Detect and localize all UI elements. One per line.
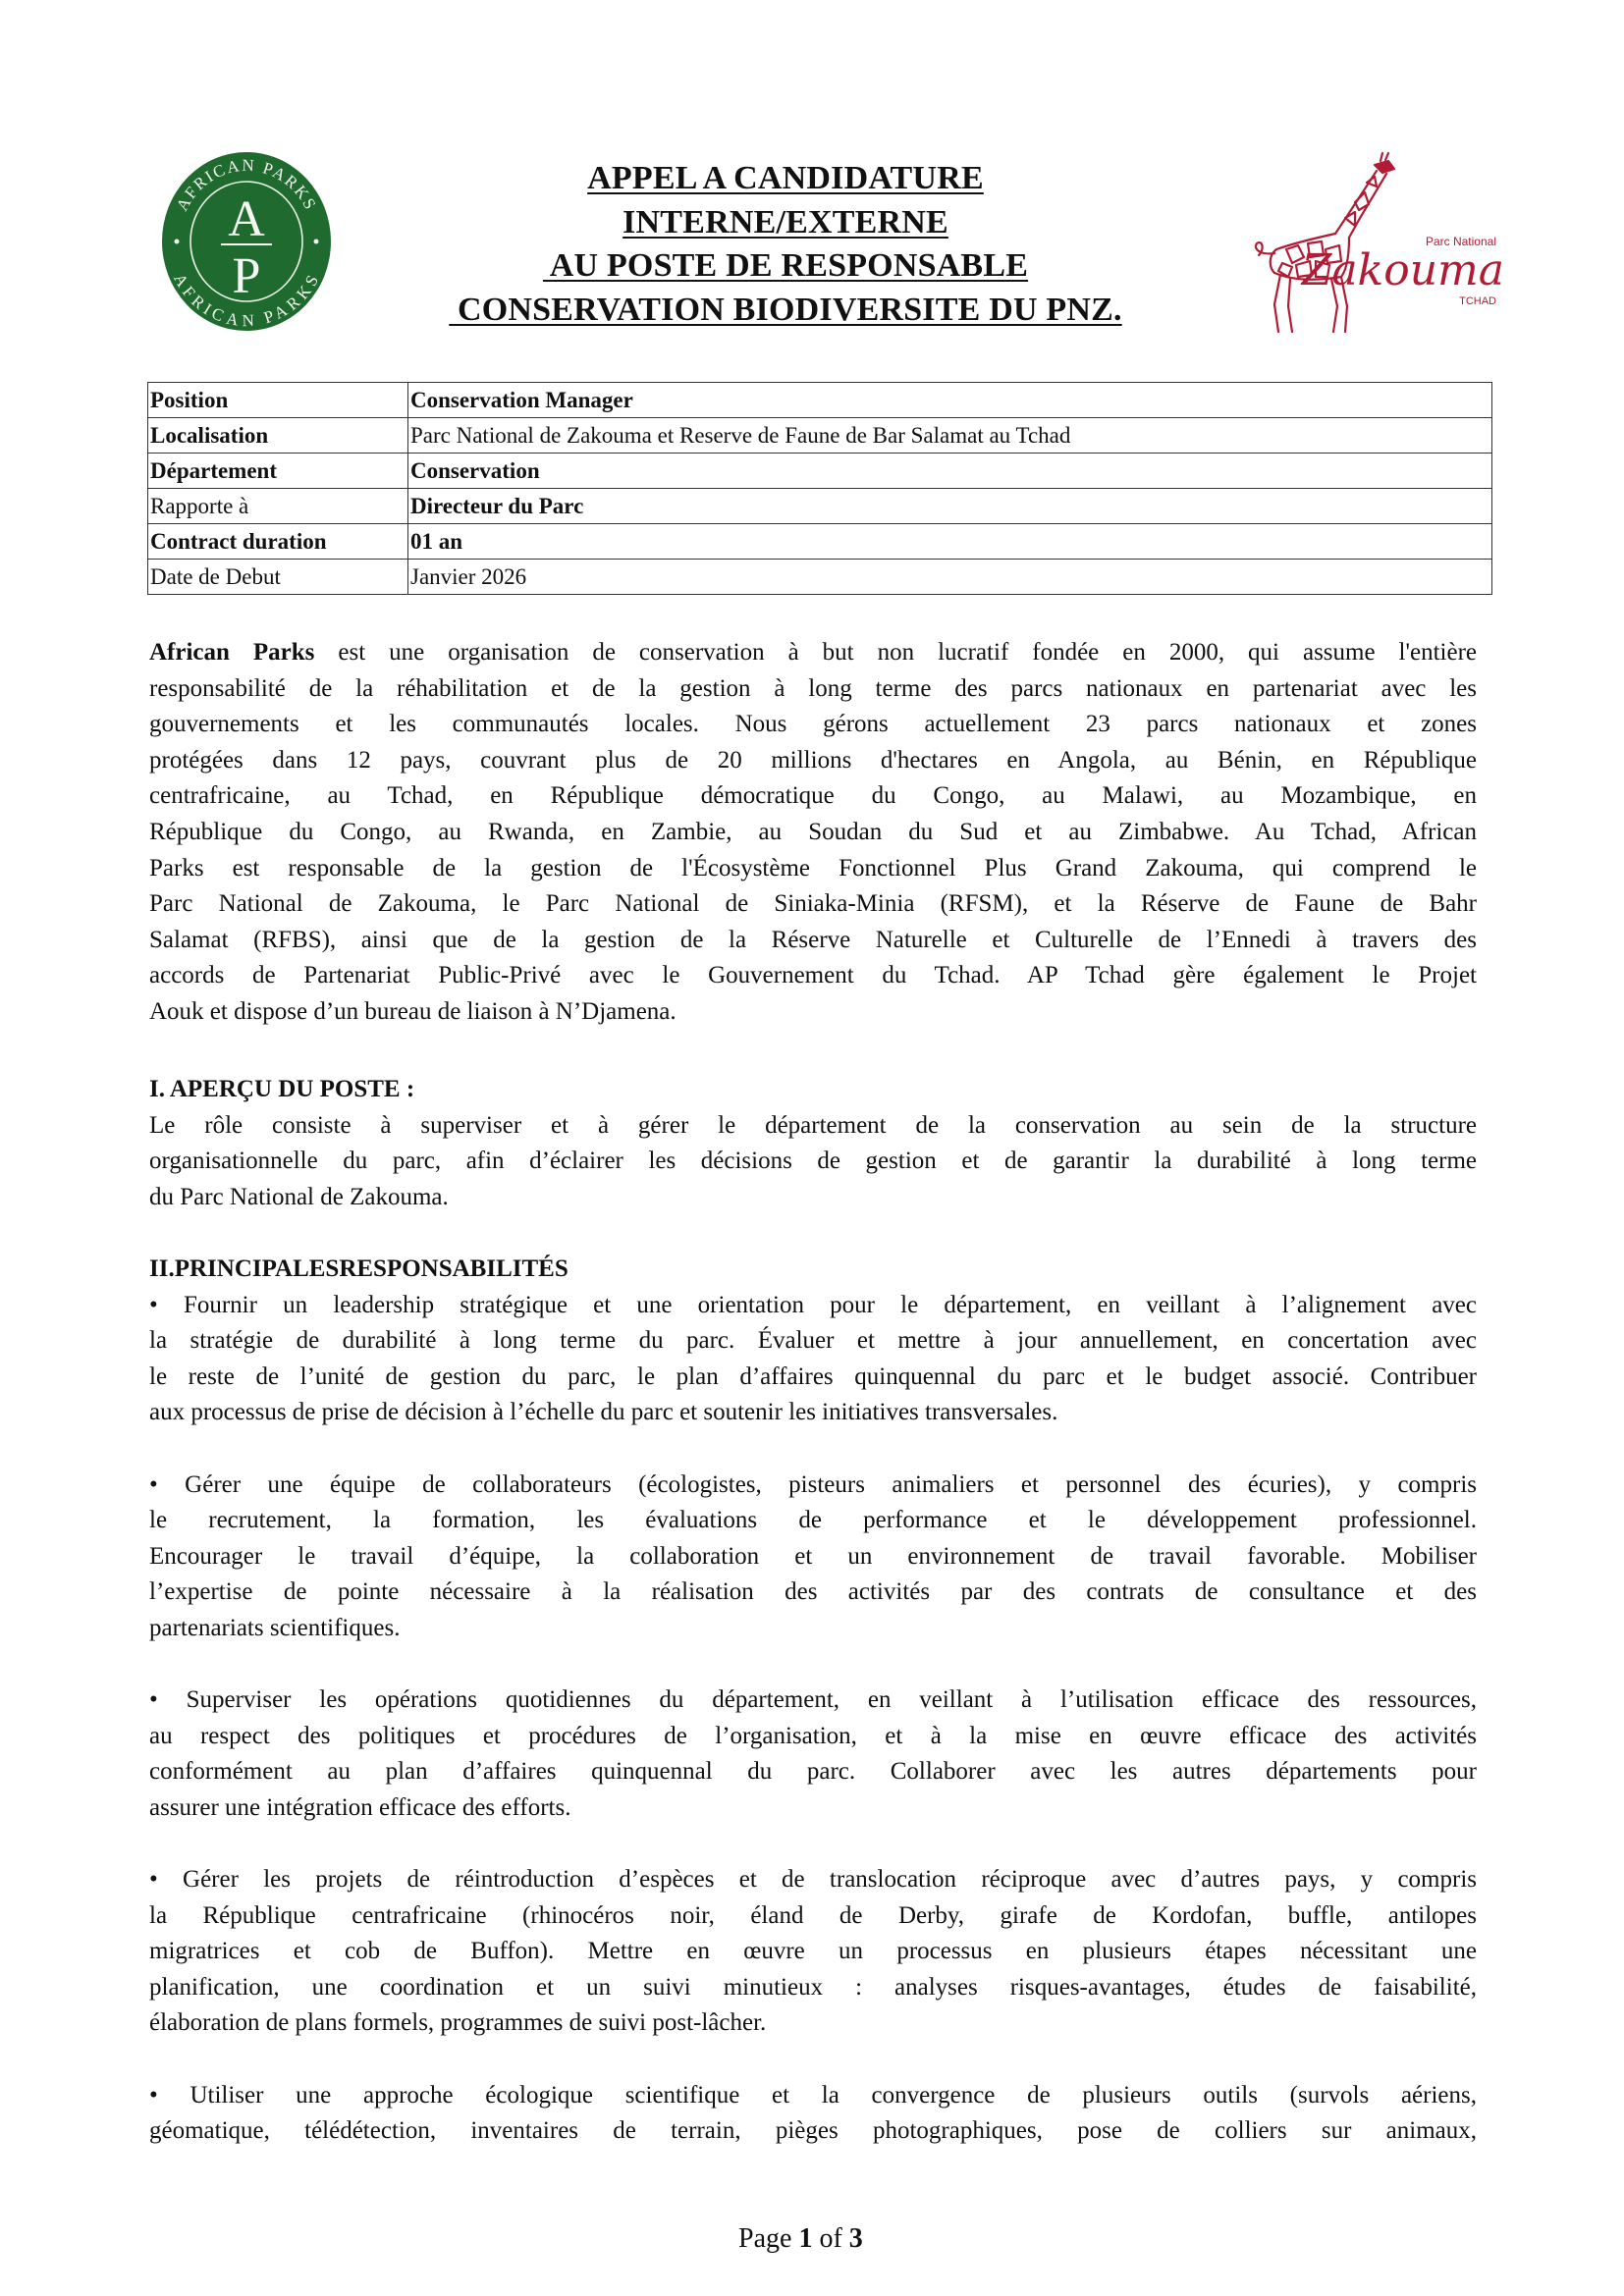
- bullet-line: • Gérer les projets de réintroduction d’espèces et de translocation réciproque avec d’autres pays, y compris: [149, 1866, 1477, 1894]
- info-value: Parc National de Zakouma et Reserve de Faune de Bar Salamat au Tchad: [408, 418, 1492, 454]
- info-label: Contract duration: [148, 524, 408, 560]
- position-info-table: [147, 382, 1492, 595]
- info-label: Rapporte à: [148, 489, 408, 524]
- responsibility-bullet: [149, 1288, 1477, 1431]
- blank-line: [149, 1215, 1477, 1252]
- bullet-line: Encourager le travail d’équipe, la collaboration et un environnement de travail favorable. Mobiliser: [149, 1542, 1477, 1570]
- info-table-row: [148, 454, 1492, 489]
- responsibility-bullet: [149, 1862, 1477, 2042]
- info-value: Conservation Manager: [408, 383, 1492, 418]
- title-line-3: AU POSTE DE RESPONSABLE: [542, 247, 1029, 284]
- ring-text-top: AFRICAN PARKS: [172, 155, 321, 214]
- info-table-row: [148, 418, 1492, 454]
- overview-line: Le rôle consiste à superviser et à gérer le département de la conservation au sein de la structure: [149, 1111, 1477, 1139]
- bullet-line: partenariats scientifiques.: [149, 1614, 401, 1641]
- ring-text-bottom: AFRICAN PARKS: [170, 270, 323, 331]
- blank-line: [149, 1431, 1477, 1468]
- info-table-row: [148, 560, 1492, 595]
- page-footer: [738, 2223, 863, 2255]
- intro-line: accords de Partenariat Public-Privé avec le Gouvernement du Tchad. AP Tchad gère également le Projet: [149, 962, 1477, 989]
- intro-line: Parc National de Zakouma, le Parc National de Siniaka-Minia (RFSM), et la Réserve de Faune de Bahr: [149, 890, 1477, 918]
- bullet-line: géomatique, télédétection, inventaires de terrain, pièges photographiques, pose de colliers sur animaux,: [149, 2117, 1477, 2145]
- bullet-line: l’expertise de pointe nécessaire à la réalisation des activités par des contrats de consultance et des: [149, 1578, 1477, 1606]
- blank-line: [149, 1826, 1477, 1862]
- zakouma-subtitle-bottom: TCHAD: [1459, 295, 1496, 307]
- lead-bold-text: African Parks: [149, 639, 315, 666]
- intro-line: République du Congo, au Rwanda, en Zambie, au Soudan du Sud et au Zimbabwe. Au Tchad, African: [149, 818, 1477, 845]
- intro-line: Salamat (RFBS), ainsi que de la gestion de la Réserve Naturelle et Culturelle de l’Ennedi à travers des: [149, 926, 1477, 953]
- footer-total-pages: 3: [848, 2223, 863, 2254]
- info-table-row: [148, 383, 1492, 418]
- document-title: [334, 157, 1237, 332]
- bullet-line: élaboration de plans formels, programmes de suivi post-lâcher.: [149, 2009, 767, 2037]
- bullet-line: la République centrafricaine (rhinocéros noir, éland de Derby, girafe de Kordofan, buffle, antilopes: [149, 1901, 1477, 1929]
- bullet-line: assurer une intégration efficace des efforts.: [149, 1793, 571, 1821]
- title-line-2: INTERNE/EXTERNE: [623, 203, 948, 240]
- info-label: Localisation: [148, 418, 408, 454]
- zakouma-subtitle-top: Parc National: [1425, 235, 1496, 248]
- bullet-line: conformément au plan d’affaires quinquennal du parc. Collaborer avec les autres départements pour: [149, 1758, 1477, 1786]
- zakouma-logo: [1239, 147, 1524, 334]
- bullet-line: • Fournir un leadership stratégique et une orientation pour le département, en veillant à l’alignement avec: [149, 1291, 1477, 1318]
- info-label: Date de Debut: [148, 560, 408, 595]
- bullet-line: le recrutement, la formation, les évaluations de performance et le développement professionnel.: [149, 1507, 1477, 1534]
- intro-line: gouvernements et les communautés locales. Nous gérons actuellement 23 parcs nationaux et zones: [149, 711, 1477, 738]
- section-heading-responsibilities: II.PRINCIPALESRESPONSABILITÉS: [149, 1255, 568, 1282]
- overview-line: du Parc National de Zakouma.: [149, 1183, 449, 1210]
- info-table-row: [148, 489, 1492, 524]
- title-line-1: APPEL A CANDIDATURE: [587, 160, 984, 196]
- intro-line: [149, 635, 1477, 671]
- blank-line: [149, 1647, 1477, 1683]
- info-value: 01 an: [408, 524, 1492, 560]
- overview-line: organisationnelle du parc, afin d’éclairer les décisions de gestion et de garantir la durabilité à long terme: [149, 1148, 1477, 1175]
- responsibility-bullet: [149, 1682, 1477, 1826]
- giraffe-icon: [1239, 147, 1524, 334]
- intro-line: responsabilité de la réhabilitation et de la gestion à long terme des parcs nationaux en partenariat avec les: [149, 674, 1477, 702]
- bullet-line: aux processus de prise de décision à l’échelle du parc et soutenir les initiatives transversales.: [149, 1399, 1058, 1426]
- bullet-line: la stratégie de durabilité à long terme du parc. Évaluer et mettre à jour annuellement, en concertation avec: [149, 1327, 1477, 1355]
- line-text: est une organisation de conservation à but non lucratif fondée en 2000, qui assume l'entière: [314, 639, 1477, 666]
- bullet-line: planification, une coordination et un suivi minutieux : analyses risques-avantages, études de faisabilité,: [149, 1973, 1477, 2001]
- intro-line: protégées dans 12 pays, couvrant plus de 20 millions d'hectares en Angola, au Bénin, en République: [149, 746, 1477, 774]
- footer-middle: of: [812, 2223, 849, 2254]
- bullet-line: • Superviser les opérations quotidiennes du département, en veillant à l’utilisation efficace des ressources,: [149, 1686, 1477, 1714]
- intro-paragraph: [149, 635, 1477, 1031]
- info-value: Conservation: [408, 454, 1492, 489]
- info-label: Département: [148, 454, 408, 489]
- intro-line: Parks est responsable de la gestion de l'Écosystème Fonctionnel Plus Grand Zakouma, qui comprend le: [149, 854, 1477, 881]
- section-heading-overview: I. APERÇU DU POSTE :: [149, 1076, 415, 1102]
- bullet-line: au respect des politiques et procédures de l’organisation, et à la mise en œuvre efficace des activités: [149, 1722, 1477, 1749]
- zakouma-wordmark: Zakouma: [1301, 245, 1504, 295]
- african-parks-logo: [160, 150, 333, 333]
- footer-current-page: 1: [798, 2223, 813, 2254]
- responsibility-bullet: [149, 2078, 1477, 2150]
- bullet-line: le reste de l’unité de gestion du parc, le plan d’affaires quinquennal du parc et le budget associé. Contribuer: [149, 1362, 1477, 1390]
- sections-container: [149, 1072, 1477, 2150]
- info-table-row: [148, 524, 1492, 560]
- title-line-4: CONSERVATION BIODIVERSITE DU PNZ.: [449, 291, 1122, 328]
- footer-prefix: Page: [738, 2223, 799, 2254]
- bullet-line: • Gérer une équipe de collaborateurs (écologistes, pisteurs animaliers et personnel des écuries), y compris: [149, 1470, 1477, 1498]
- info-value: Janvier 2026: [408, 560, 1492, 595]
- info-value: Directeur du Parc: [408, 489, 1492, 524]
- responsibility-bullet: [149, 1468, 1477, 1647]
- intro-line: centrafricaine, au Tchad, en République démocratique du Congo, au Malawi, au Mozambique, en: [149, 782, 1477, 810]
- bullet-line: • Utiliser une approche écologique scientifique et la convergence de plusieurs outils (survols aériens,: [149, 2081, 1477, 2109]
- info-label: Position: [148, 383, 408, 418]
- bullet-line: migratrices et cob de Buffon). Mettre en œuvre un processus en plusieurs étapes nécessitant une: [149, 1938, 1477, 1965]
- blank-line: [149, 2042, 1477, 2078]
- monogram-a: A: [228, 191, 265, 247]
- intro-line: Aouk et dispose d’un bureau de liaison à N’Djamena.: [149, 997, 677, 1025]
- monogram-p: P: [232, 248, 261, 304]
